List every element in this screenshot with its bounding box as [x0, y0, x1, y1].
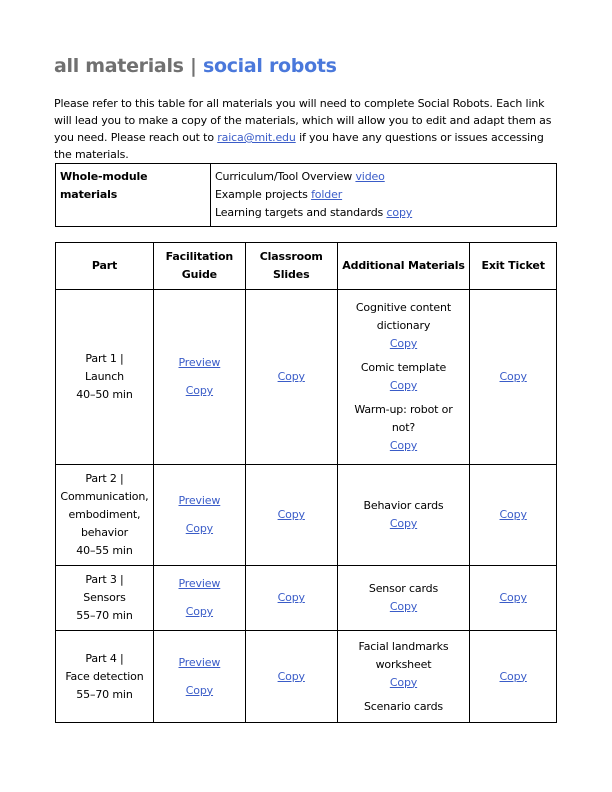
materials-table [55, 242, 557, 723]
item-text: Curriculum/Tool Overview [215, 170, 356, 183]
exit-ticket-copy-link[interactable]: Copy [499, 370, 527, 383]
slides-copy-link[interactable]: Copy [277, 591, 305, 604]
guide-copy-link[interactable]: Copy [185, 605, 214, 618]
title-prefix: all materials | [54, 55, 203, 77]
guide-preview-link[interactable]: Preview [178, 577, 221, 590]
slides-copy-link[interactable]: Copy [277, 508, 305, 521]
part-name: Face detection [65, 669, 144, 683]
guide-preview-link[interactable]: Preview [178, 356, 221, 369]
part-cell [56, 290, 154, 465]
exit-ticket-copy-link[interactable]: Copy [499, 669, 527, 683]
whole-module-item [215, 186, 552, 204]
guide-preview-link[interactable]: Preview [178, 655, 221, 669]
material-copy-link[interactable]: Copy [389, 517, 418, 530]
part-name: Communication, embodiment, behavior [60, 490, 149, 539]
header-row [56, 243, 557, 290]
folder-link[interactable]: folder [311, 188, 343, 201]
part-duration: 55–70 min [76, 609, 133, 622]
table-row [56, 290, 557, 465]
exit-ticket-copy-link[interactable]: Copy [499, 591, 527, 604]
material-copy-link[interactable]: Copy [389, 675, 418, 689]
header-facilitation-guide: Facilitation Guide [153, 243, 245, 290]
guide-cell [153, 566, 245, 631]
part-number: Part 2 | [85, 472, 124, 485]
part-number: Part 4 | [85, 651, 124, 665]
slides-copy-link[interactable]: Copy [277, 370, 305, 383]
additional-cell [337, 290, 470, 465]
header-additional-materials: Additional Materials [337, 243, 470, 290]
guide-copy-link[interactable]: Copy [185, 384, 214, 397]
additional-cell [337, 465, 470, 566]
guide-copy-link[interactable]: Copy [185, 522, 214, 535]
video-link[interactable]: video [355, 170, 385, 183]
item-text: Learning targets and standards [215, 206, 387, 219]
exit-ticket-copy-link[interactable]: Copy [499, 508, 527, 521]
material-copy-link[interactable]: Copy [389, 337, 418, 350]
whole-module-label: Whole-module materials [56, 164, 211, 227]
table-row [56, 465, 557, 566]
part-duration: 40–55 min [76, 544, 133, 557]
material-copy-link[interactable]: Copy [389, 600, 418, 613]
slides-copy-link[interactable]: Copy [277, 669, 305, 683]
exit-ticket-cell [470, 290, 557, 465]
part-name: Sensors [83, 591, 126, 604]
header-exit-ticket: Exit Ticket [470, 243, 557, 290]
item-text: Example projects [215, 188, 312, 201]
table-row [56, 631, 557, 723]
guide-cell [153, 290, 245, 465]
part-cell [56, 566, 154, 631]
part-duration: 55–70 min [76, 687, 133, 701]
part-name: Launch [85, 370, 124, 383]
email-link[interactable]: raica@mit.edu [217, 131, 296, 144]
page-title [54, 55, 337, 77]
material-name: Cognitive content dictionary [355, 301, 452, 332]
part-number: Part 1 | [85, 352, 124, 365]
standards-copy-link[interactable]: copy [386, 206, 413, 219]
whole-module-table [55, 163, 557, 227]
guide-cell [153, 465, 245, 566]
title-highlight: social robots [202, 55, 337, 77]
slides-cell [245, 631, 337, 723]
whole-module-items [211, 164, 557, 227]
material-name: Scenario cards [363, 699, 443, 713]
guide-copy-link[interactable]: Copy [185, 683, 214, 697]
whole-module-item [215, 204, 552, 222]
material-copy-link[interactable]: Copy [389, 379, 418, 392]
slides-cell [245, 465, 337, 566]
intro-text-end: if you have any questions or issues accessing the materials. [54, 131, 544, 161]
intro-paragraph [54, 95, 564, 163]
slides-cell [245, 566, 337, 631]
additional-cell [337, 631, 470, 723]
material-copy-link[interactable]: Copy [389, 439, 418, 452]
intro-text: Please refer to this table for all materials you will need to complete Social Robots. Each link will lead you to make a copy of the materials, which will allow you to edit and adapt them as you need. Please reach out to [54, 97, 552, 144]
guide-preview-link[interactable]: Preview [178, 494, 221, 507]
material-name: Warm-up: robot or not? [354, 403, 453, 434]
header-classroom-slides: Classroom Slides [245, 243, 337, 290]
whole-module-item [215, 168, 552, 186]
material-name: Behavior cards [363, 499, 444, 512]
material-name: Comic template [360, 361, 447, 374]
part-duration: 40–50 min [76, 388, 133, 401]
header-part: Part [56, 243, 154, 290]
part-number: Part 3 | [85, 573, 124, 586]
exit-ticket-cell [470, 631, 557, 723]
additional-cell [337, 566, 470, 631]
table-row [56, 566, 557, 631]
slides-cell [245, 290, 337, 465]
guide-cell [153, 631, 245, 723]
exit-ticket-cell [470, 566, 557, 631]
part-cell [56, 631, 154, 723]
material-name: Sensor cards [368, 582, 439, 595]
exit-ticket-cell [470, 465, 557, 566]
material-name: Facial landmarks worksheet [358, 639, 449, 671]
part-cell [56, 465, 154, 566]
